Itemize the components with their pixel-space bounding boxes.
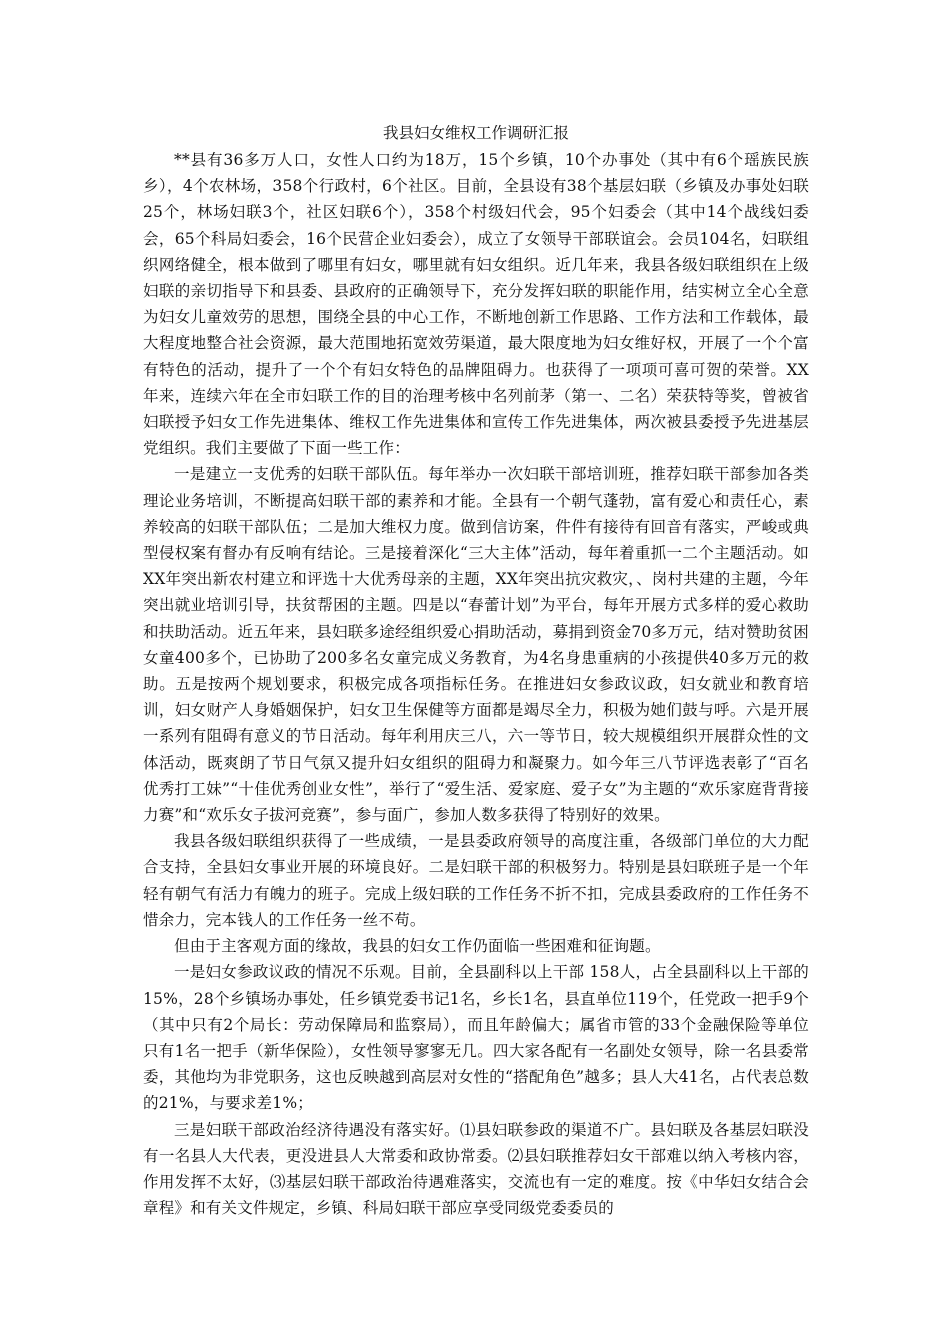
paragraph-overview: **县有36多万人口，女性人口约为18万，15个乡镇，10个办事处（其中有6个瑶族民族乡），4个农林场，358个行政村，6个社区。目前，全县设有38个基层妇联（乡镇及办事处妇联25个，林场妇联3个，社区妇联6个），358个村级妇代会，95个妇委会（其中14个战线妇委会，65个科局妇委会，16个民营企业妇委会），成立了女领导干部联谊会。会员104名，妇联组织网络健全，根本做到了哪里有妇女，哪里就有妇女组织。近几年来，我县各级妇联组织在上级妇联的亲切指导下和县委、县政府的正确领导下，充分发挥妇联的职能作用，结实树立全心全意为妇女儿童效劳的思想，围绕全县的中心工作，不断地创新工作思路、工作方法和工作载体，最大程度地整合社会资源，最大范围地拓宽效劳渠道，最大限度地为妇女维好权，开展了一个个富有特色的活动，提升了一个个有妇女特色的品牌阻碍力。也获得了一项项可喜可贺的荣誉。XX年来，连续六年在全市妇联工作的目的治理考核中名列前茅（第一、二名）荣获特等奖，曾被省妇联授予妇女工作先进集体、维权工作先进集体和宣传工作先进集体，两次被县委授予先进基层党组织。我们主要做了下面一些工作： <box>143 151 809 458</box>
paragraph-treatment: 三是妇联干部政治经济待遇没有落实好。⑴县妇联参政的渠道不广。县妇联及各基层妇联没有一名县人大代表，更没进县人大常委和政协常委。⑵县妇联推荐妇女干部难以纳入考核内容，作用发挥不太好，⑶基层妇联干部政治待遇难落实，交流也有一定的难度。按《中华妇女结合会章程》和有关文件规定，乡镇、科局妇联干部应享受同级党委委员的 <box>143 1120 809 1218</box>
paragraph-achievements: 我县各级妇联组织获得了一些成绩，一是县委政府领导的高度注重，各级部门单位的大力配合支持，全县妇女事业开展的环境良好。二是妇联干部的积极努力。特别是县妇联班子是一个年轻有朝气有活力有魄力的班子。完成上级妇联的工作任务不折不扣，完成县委政府的工作任务不惜余力，完本钱人的工作任务一丝不苟。 <box>143 832 809 929</box>
paragraph-participation: 一是妇女参政议政的情况不乐观。目前，全县副科以上干部 158人，占全县副科以上干部的15%，28个乡镇场办事处，任乡镇党委书记1名，乡长1名，县直单位119个，任党政一把手9个（其中只有2个局长：劳动保障局和监察局），而且年龄偏大；属省市管的33个金融保险等单位只有1名一把手（新华保险），女性领导寥寥无几。四大家各配有一名副处女领导，除一名县委常委，其他均为非党职务，这也反映越到高层对女性的“搭配角色”越多；县人大41名，占代表总数的21%，与要求差1%； <box>143 963 809 1113</box>
paragraph-work-items: 一是建立一支优秀的妇联干部队伍。每年举办一次妇联干部培训班，推荐妇联干部参加各类理论业务培训，不断提高妇联干部的素养和才能。全县有一个朝气蓬勃，富有爱心和责任心，素养较高的妇联干部队伍；二是加大维权力度。做到信访案，件件有接待有回音有落实，严峻或典型侵权案有督办有反响有结论。三是接着深化“三大主体”活动，每年着重抓一二个主题活动。如XX年突出新农村建立和评选十大优秀母亲的主题，XX年突出抗灾救灾，、岗村共建的主题，今年突出就业培训引导，扶贫帮困的主题。四是以“春蕾计划”为平台，每年开展方式多样的爱心救助和扶助活动。近五年来，县妇联多途经组织爱心捐助活动，募捐到资金70多万元，结对赞助贫困女童400多个，已协助了200多名女童完成义务教育，为4名身患重病的小孩提供40多万元的救助。五是按两个规划要求，积极完成各项指标任务。在推进妇女参政议政，妇女就业和教育培训，妇女财产人身婚姻保护，妇女卫生保健等方面都是竭尽全力，积极为她们鼓与呼。六是开展一系列有阻碍有意义的节日活动。每年利用庆三八，六一等节日，较大规模组织开展群众性的文体活动，既爽朗了节日气氛又提升妇女组织的阻碍力和凝聚力。如今年三八节评选表彰了“百名优秀打工妹”“十佳优秀创业女性”，举行了“爱生活、爱家庭、爱子女”为主题的“欢乐家庭背背接力赛”和“欢乐女子拔河竞赛”，参与面广，参加人数多获得了特别好的效果。 <box>143 465 809 825</box>
document-title: 我县妇女维权工作调研汇报 <box>382 124 569 142</box>
document-page <box>143 119 809 1221</box>
paragraph-difficulties-intro: 但由于主客观方面的缘故，我县的妇女工作仍面临一些困难和征询题。 <box>174 937 661 956</box>
